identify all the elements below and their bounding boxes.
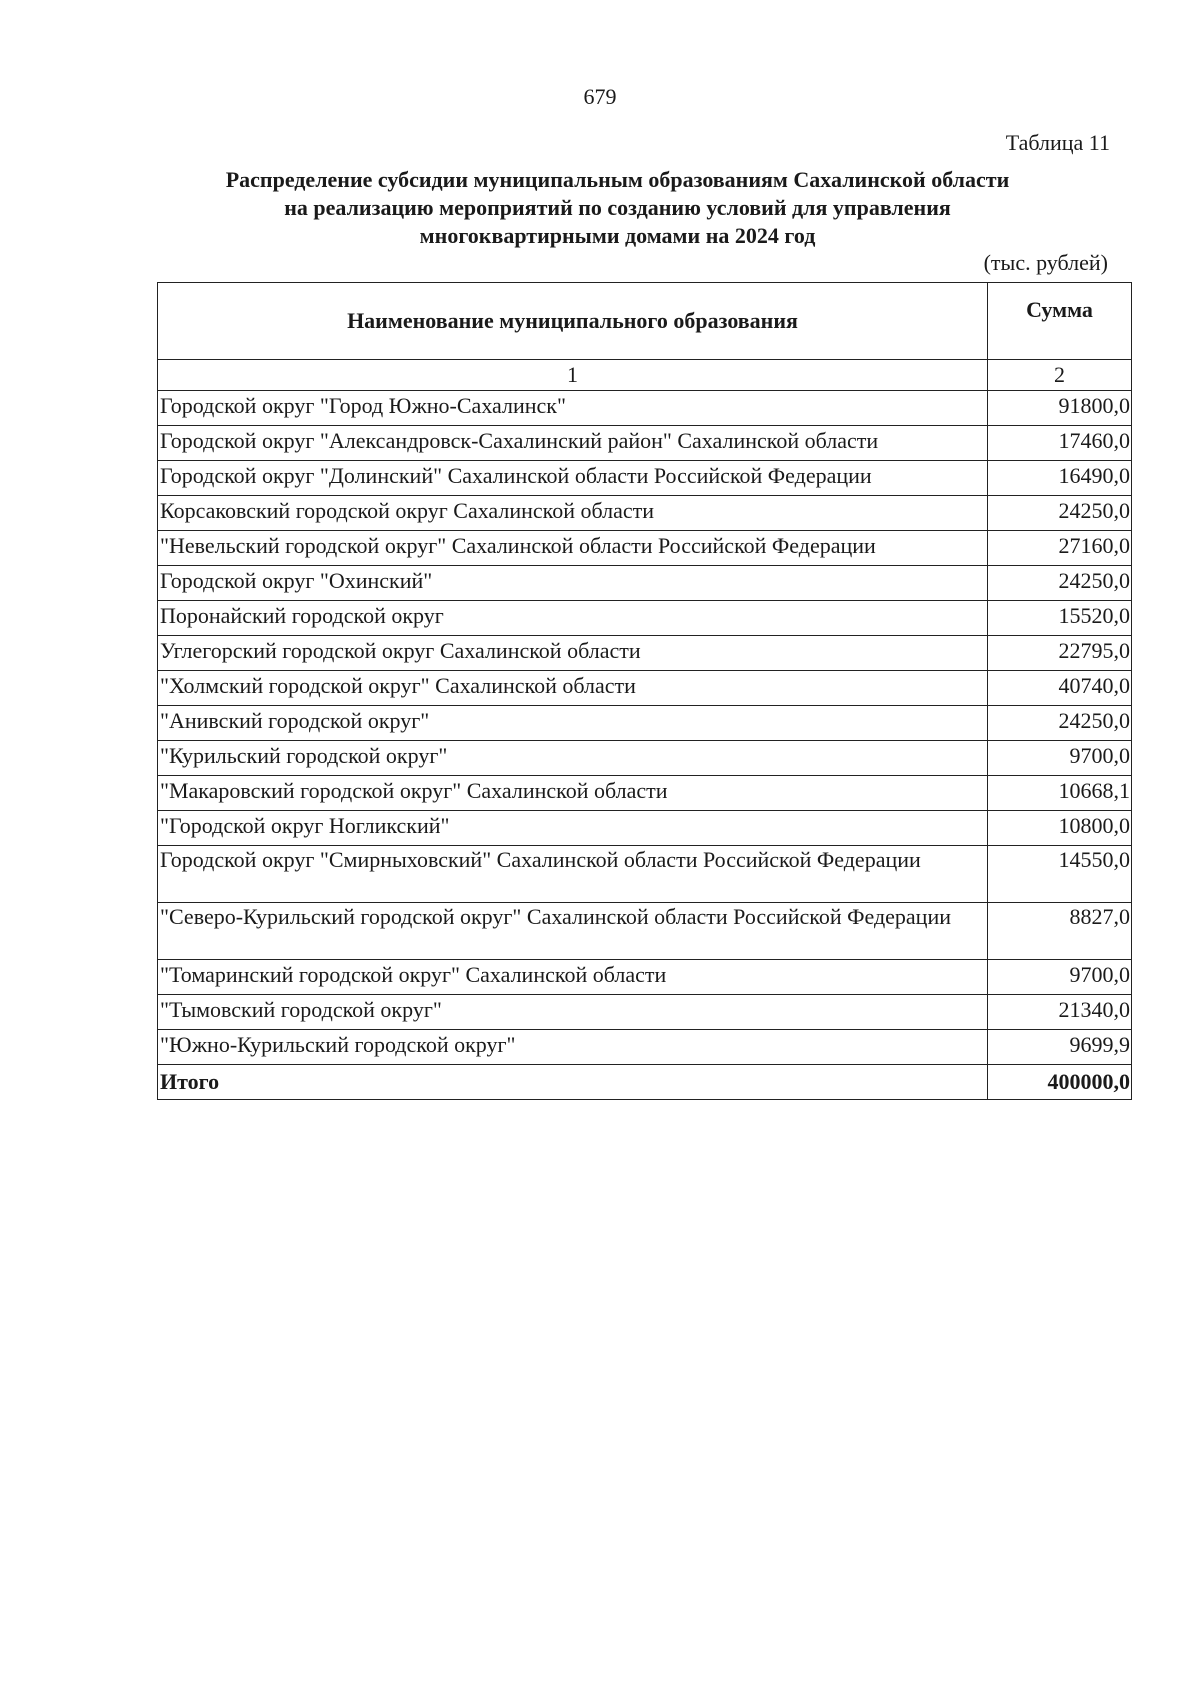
subsidy-sum: 10800,0: [988, 811, 1132, 846]
header-sum: Сумма: [988, 283, 1132, 360]
municipality-name: "Южно-Курильский городской округ": [158, 1030, 988, 1065]
column-number: 2: [988, 360, 1132, 391]
subsidy-sum: 9700,0: [988, 741, 1132, 776]
table-row: [158, 461, 1132, 496]
table-header-row: [158, 283, 1132, 360]
subsidy-table: [157, 282, 1132, 1100]
header-name: Наименование муниципального образования: [158, 283, 988, 360]
municipality-name: Углегорский городской округ Сахалинской области: [158, 636, 988, 671]
municipality-name: "Анивский городской округ": [158, 706, 988, 741]
subsidy-sum: 24250,0: [988, 566, 1132, 601]
title-line: Распределение субсидии муниципальным образованиям Сахалинской области: [225, 167, 1010, 192]
table-row: [158, 391, 1132, 426]
municipality-name: Корсаковский городской округ Сахалинской области: [158, 496, 988, 531]
table-row: [158, 566, 1132, 601]
subsidy-sum: 17460,0: [988, 426, 1132, 461]
document-title: [160, 166, 1075, 250]
title-line: многоквартирными домами на 2024 год: [419, 223, 816, 248]
table-row: [158, 531, 1132, 566]
table-row: [158, 601, 1132, 636]
table-row: [158, 903, 1132, 960]
column-number: 1: [158, 360, 988, 391]
municipality-name: "Томаринский городской округ" Сахалинской области: [158, 960, 988, 995]
municipality-name: "Городской округ Ногликский": [158, 811, 988, 846]
subsidy-sum: 15520,0: [988, 601, 1132, 636]
table-row: [158, 846, 1132, 903]
subsidy-sum: 24250,0: [988, 496, 1132, 531]
subsidy-sum: 9700,0: [988, 960, 1132, 995]
table-row: [158, 776, 1132, 811]
title-line: на реализацию мероприятий по созданию условий для управления: [284, 195, 951, 220]
table-row: [158, 426, 1132, 461]
subsidy-sum: 9699,9: [988, 1030, 1132, 1065]
municipality-name: Городской округ "Александровск-Сахалинский район" Сахалинской области: [158, 426, 988, 461]
units-label: (тыс. рублей): [983, 250, 1108, 275]
subsidy-sum: 8827,0: [988, 903, 1132, 960]
total-label: Итого: [158, 1065, 988, 1100]
subsidy-sum: 21340,0: [988, 995, 1132, 1030]
table-row: [158, 995, 1132, 1030]
municipality-name: "Холмский городской округ" Сахалинской области: [158, 671, 988, 706]
table-row: [158, 811, 1132, 846]
column-number-row: [158, 360, 1132, 391]
subsidy-sum: 16490,0: [988, 461, 1132, 496]
municipality-name: Городской округ "Город Южно-Сахалинск": [158, 391, 988, 426]
total-row: [158, 1065, 1132, 1100]
table-row: [158, 706, 1132, 741]
municipality-name: Городской округ "Охинский": [158, 566, 988, 601]
subsidy-sum: 10668,1: [988, 776, 1132, 811]
table-row: [158, 496, 1132, 531]
table-body: [158, 391, 1132, 1065]
municipality-name: Городской округ "Смирныховский" Сахалинской области Российской Федерации: [158, 846, 988, 903]
table-row: [158, 1030, 1132, 1065]
table-row: [158, 741, 1132, 776]
total-sum: 400000,0: [988, 1065, 1132, 1100]
subsidy-sum: 40740,0: [988, 671, 1132, 706]
subsidy-sum: 27160,0: [988, 531, 1132, 566]
subsidy-sum: 22795,0: [988, 636, 1132, 671]
municipality-name: "Макаровский городской округ" Сахалинской области: [158, 776, 988, 811]
page-number: 679: [583, 84, 617, 109]
municipality-name: "Невельский городской округ" Сахалинской области Российской Федерации: [158, 531, 988, 566]
table-row: [158, 636, 1132, 671]
table-row: [158, 960, 1132, 995]
municipality-name: "Тымовский городской округ": [158, 995, 988, 1030]
table-label: Таблица 11: [1005, 130, 1110, 155]
subsidy-sum: 91800,0: [988, 391, 1132, 426]
municipality-name: "Курильский городской округ": [158, 741, 988, 776]
subsidy-sum: 14550,0: [988, 846, 1132, 903]
municipality-name: Поронайский городской округ: [158, 601, 988, 636]
municipality-name: Городской округ "Долинский" Сахалинской области Российской Федерации: [158, 461, 988, 496]
municipality-name: "Северо-Курильский городской округ" Сахалинской области Российской Федерации: [158, 903, 988, 960]
table-row: [158, 671, 1132, 706]
subsidy-sum: 24250,0: [988, 706, 1132, 741]
